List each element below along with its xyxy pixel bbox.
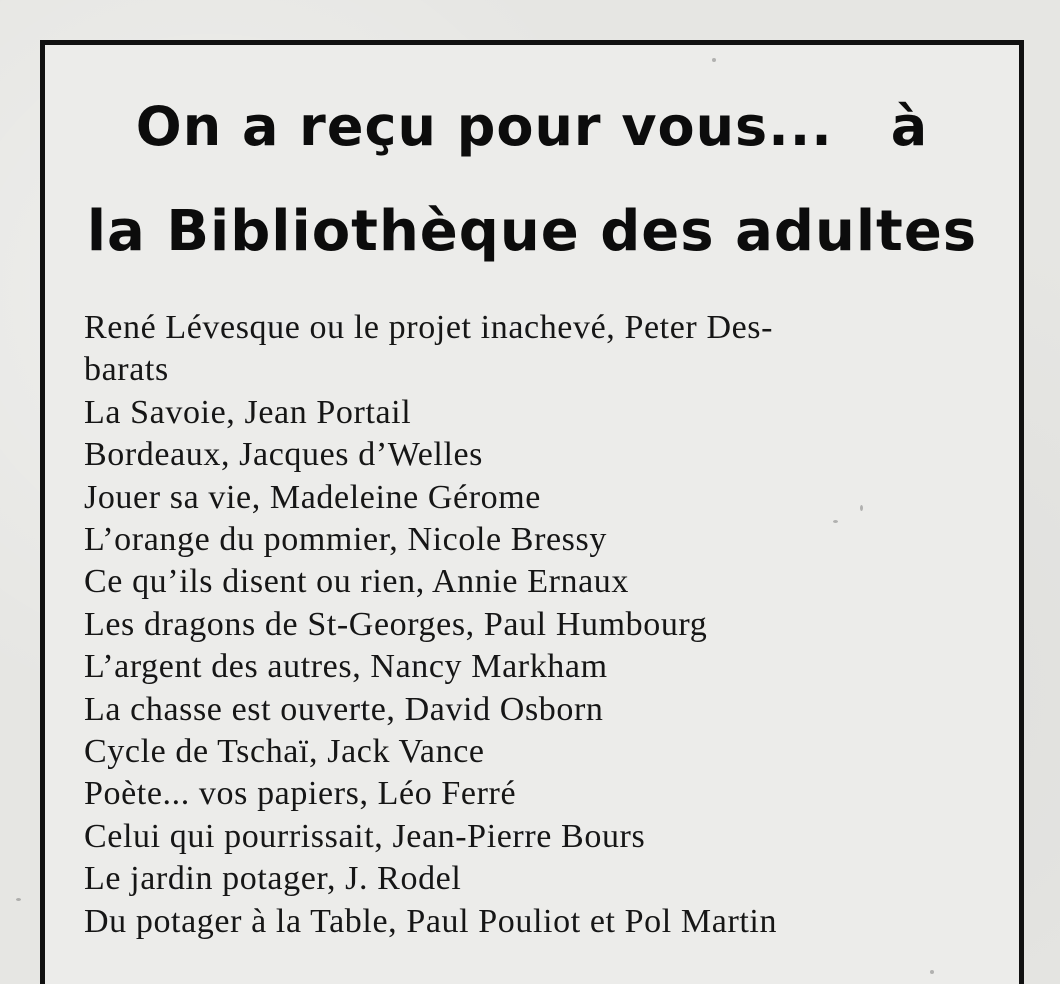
list-item: Les dragons de St-Georges, Paul Humbourg — [84, 605, 708, 643]
book-list — [84, 307, 984, 943]
list-item: Le jardin potager, J. Rodel — [84, 860, 462, 898]
headline-line-1 — [40, 95, 1024, 158]
print-speck — [712, 58, 716, 62]
list-item: Du potager à la Table, Paul Pouliot et Pol Martin — [84, 902, 778, 940]
headline-text-accent: à — [890, 95, 929, 158]
list-item: La Savoie, Jean Portail — [84, 393, 412, 431]
headline-line-2: la Bibliothèque des adultes — [86, 199, 978, 264]
list-item: Poète... vos papiers, Léo Ferré — [84, 775, 517, 813]
list-item: Jouer sa vie, Madeleine Gérome — [84, 478, 541, 516]
headline-text-1: On a reçu pour vous... — [135, 95, 833, 158]
list-item: Cycle de Tschaï, Jack Vance — [84, 733, 485, 771]
list-item: barats — [84, 351, 169, 389]
list-item: Bordeaux, Jacques d’Welles — [84, 436, 484, 474]
list-item: Celui qui pourrissait, Jean-Pierre Bours — [84, 817, 646, 855]
print-speck — [560, 140, 563, 143]
print-speck — [16, 898, 21, 901]
list-item: L’argent des autres, Nancy Markham — [84, 648, 608, 686]
print-speck — [833, 520, 838, 523]
list-item: René Lévesque ou le projet inachevé, Peter Des- — [84, 309, 774, 346]
list-item: La chasse est ouverte, David Osborn — [84, 690, 604, 728]
list-item: L’orange du pommier, Nicole Bressy — [84, 521, 607, 559]
list-item: Ce qu’ils disent ou rien, Annie Ernaux — [84, 563, 629, 601]
print-speck — [930, 970, 934, 974]
print-speck — [860, 505, 863, 511]
